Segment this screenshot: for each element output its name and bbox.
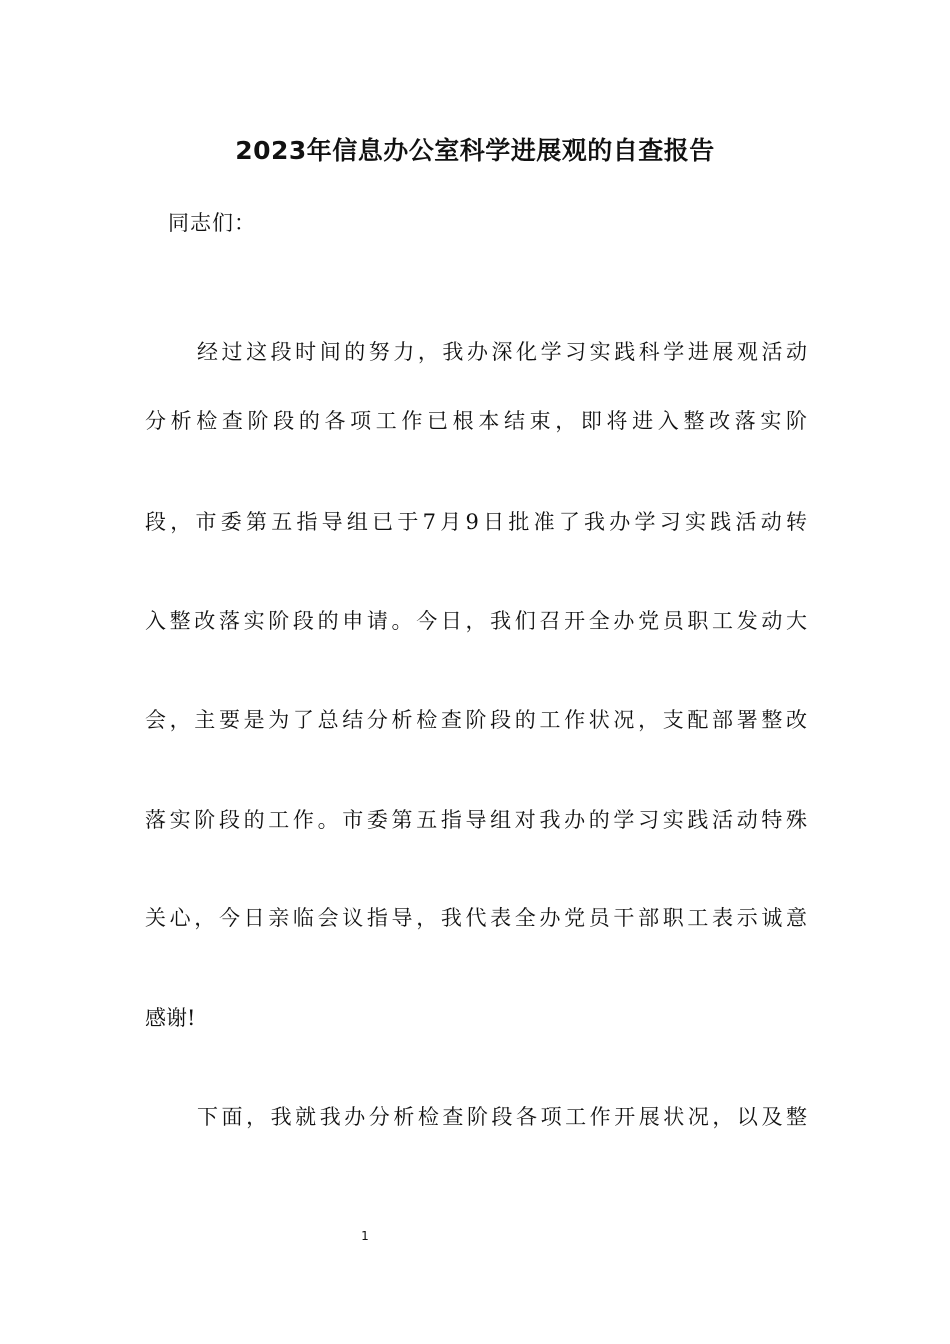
paragraph-line: 下面，我就我办分析检查阶段各项工作开展状况，以及整: [197, 1105, 807, 1129]
paragraph-line: 关心，今日亲临会议指导，我代表全办党员干部职工表示诚意: [145, 906, 807, 930]
paragraph-line: 分析检查阶段的各项工作已根本结束，即将进入整改落实阶: [145, 409, 807, 433]
paragraph-line: 会，主要是为了总结分析检查阶段的工作状况，支配部署整改: [145, 708, 807, 732]
salutation: 同志们：: [168, 211, 256, 235]
page-number: 1: [361, 1229, 369, 1243]
paragraph-line: 经过这段时间的努力，我办深化学习实践科学进展观活动: [197, 340, 807, 364]
paragraph-line: 落实阶段的工作。市委第五指导组对我办的学习实践活动特殊: [145, 808, 807, 832]
paragraph-line: 感谢!: [145, 1006, 196, 1030]
document-title: 2023年信息办公室科学进展观的自查报告: [235, 136, 715, 165]
paragraph-line: 段，市委第五指导组已于7月9日批准了我办学习实践活动转: [145, 510, 807, 534]
paragraph-line: 入整改落实阶段的申请。今日，我们召开全办党员职工发动大: [145, 609, 807, 633]
